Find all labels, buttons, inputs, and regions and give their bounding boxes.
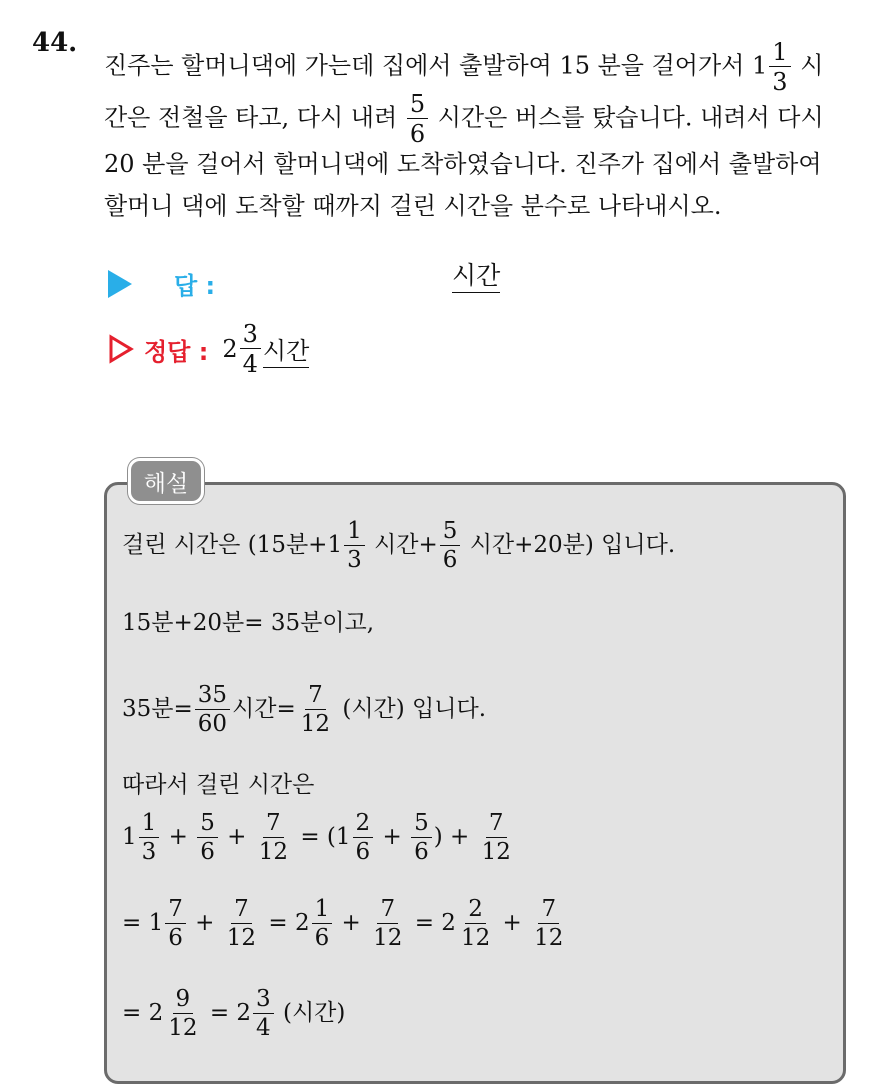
question-line-1 bbox=[104, 40, 823, 94]
question-text: 간은 전철을 타고, 다시 내려 bbox=[104, 103, 398, 132]
fraction: $\frac{5}{6}$ bbox=[197, 812, 218, 864]
fraction: $\frac{7}{12}$ bbox=[300, 682, 331, 737]
correct-answer-label: 정답 : bbox=[144, 337, 209, 366]
answer-blank[interactable]: 시간 bbox=[452, 262, 500, 293]
fraction: $\frac{9}{12}$ bbox=[168, 986, 198, 1041]
fraction: $\frac{7}{12}$ bbox=[534, 896, 564, 951]
fraction: $\frac{2}{12}$ bbox=[460, 896, 491, 951]
exp-text: = 2 bbox=[209, 1000, 252, 1026]
exp-text: = 1 bbox=[122, 910, 164, 936]
exp-text: (시간) bbox=[282, 1000, 346, 1026]
exp-text: + bbox=[382, 824, 402, 850]
explanation-line-3 bbox=[122, 684, 486, 736]
fraction: $\frac{1}{3}$ bbox=[344, 520, 365, 572]
fraction: $\frac{7}{12}$ bbox=[481, 810, 511, 865]
fraction: $\frac{1}{3}$ bbox=[769, 40, 790, 94]
exp-text: + bbox=[195, 910, 215, 936]
exp-text: = 2 bbox=[268, 910, 310, 936]
question-line-4: 할머니 댁에 도착할 때까지 걸린 시간을 분수로 나타내시오. bbox=[104, 192, 722, 220]
fraction: $\frac{1}{6}$ bbox=[312, 898, 333, 950]
correct-answer-row bbox=[108, 322, 309, 376]
explanation-line-6 bbox=[122, 898, 568, 950]
exp-text: = 2 bbox=[122, 1000, 164, 1026]
exp-text: 걸린 시간은 (15분+1 bbox=[122, 532, 343, 558]
exp-text: + bbox=[502, 910, 522, 936]
fraction: $\frac{5}{6}$ bbox=[407, 92, 428, 146]
fraction: $\frac{1}{3}$ bbox=[139, 812, 160, 864]
exp-text: 35분= bbox=[122, 696, 193, 722]
question-text: 진주는 할머니댁에 가는데 집에서 출발하여 15 분을 걸어가서 1 bbox=[104, 51, 768, 80]
exp-text: 1 bbox=[122, 824, 137, 850]
question-line-3: 20 분을 걸어서 할머니댁에 도착하였습니다. 진주가 집에서 출발하여 bbox=[104, 150, 822, 178]
correct-answer-unit: 시간 bbox=[263, 331, 309, 368]
explanation-tab: 해설 bbox=[128, 458, 204, 504]
explanation-line-2: 15분+20분= 35분이고, bbox=[122, 610, 375, 636]
fraction: $\frac{3}{4}$ bbox=[253, 988, 274, 1040]
exp-text: + bbox=[168, 824, 188, 850]
exp-text: = 2 bbox=[414, 910, 456, 936]
explanation-line-4: 따라서 걸린 시간은 bbox=[122, 772, 315, 798]
correct-answer-fraction: $\frac{3}{4}$ bbox=[240, 322, 261, 376]
exp-text: 시간+20분) 입니다. bbox=[469, 532, 676, 558]
explanation-line-1 bbox=[122, 520, 675, 572]
exp-text: + bbox=[341, 910, 361, 936]
explanation-line-7 bbox=[122, 988, 345, 1040]
exp-text: 시간= bbox=[232, 696, 296, 722]
fraction: $\frac{2}{6}$ bbox=[353, 812, 374, 864]
explanation-line-5 bbox=[122, 812, 516, 864]
fraction: $\frac{35}{60}$ bbox=[195, 684, 230, 736]
question-text: 시 bbox=[800, 51, 824, 80]
fraction: $\frac{7}{12}$ bbox=[258, 810, 289, 865]
fraction: $\frac{7}{12}$ bbox=[226, 896, 257, 951]
fraction: $\frac{7}{6}$ bbox=[165, 898, 186, 950]
fraction: $\frac{5}{6}$ bbox=[411, 812, 432, 864]
question-number: 44. bbox=[32, 28, 78, 58]
exp-text: 시간+ bbox=[374, 532, 438, 558]
question-line-2 bbox=[104, 92, 824, 146]
question-text: 시간은 버스를 탔습니다. 내려서 다시 bbox=[437, 103, 824, 132]
fraction: $\frac{7}{12}$ bbox=[373, 896, 403, 951]
exp-text: (시간) 입니다. bbox=[342, 696, 487, 722]
answer-label: 답 : bbox=[174, 272, 216, 300]
exp-text: + bbox=[227, 824, 247, 850]
outline-triangle-icon bbox=[108, 334, 134, 364]
correct-answer-whole: 2 bbox=[222, 335, 238, 363]
fraction: $\frac{5}{6}$ bbox=[440, 520, 461, 572]
answer-row bbox=[108, 266, 215, 301]
play-triangle-icon bbox=[108, 270, 132, 298]
exp-text: = (1 bbox=[300, 824, 351, 850]
exp-text: ) + bbox=[433, 824, 470, 850]
